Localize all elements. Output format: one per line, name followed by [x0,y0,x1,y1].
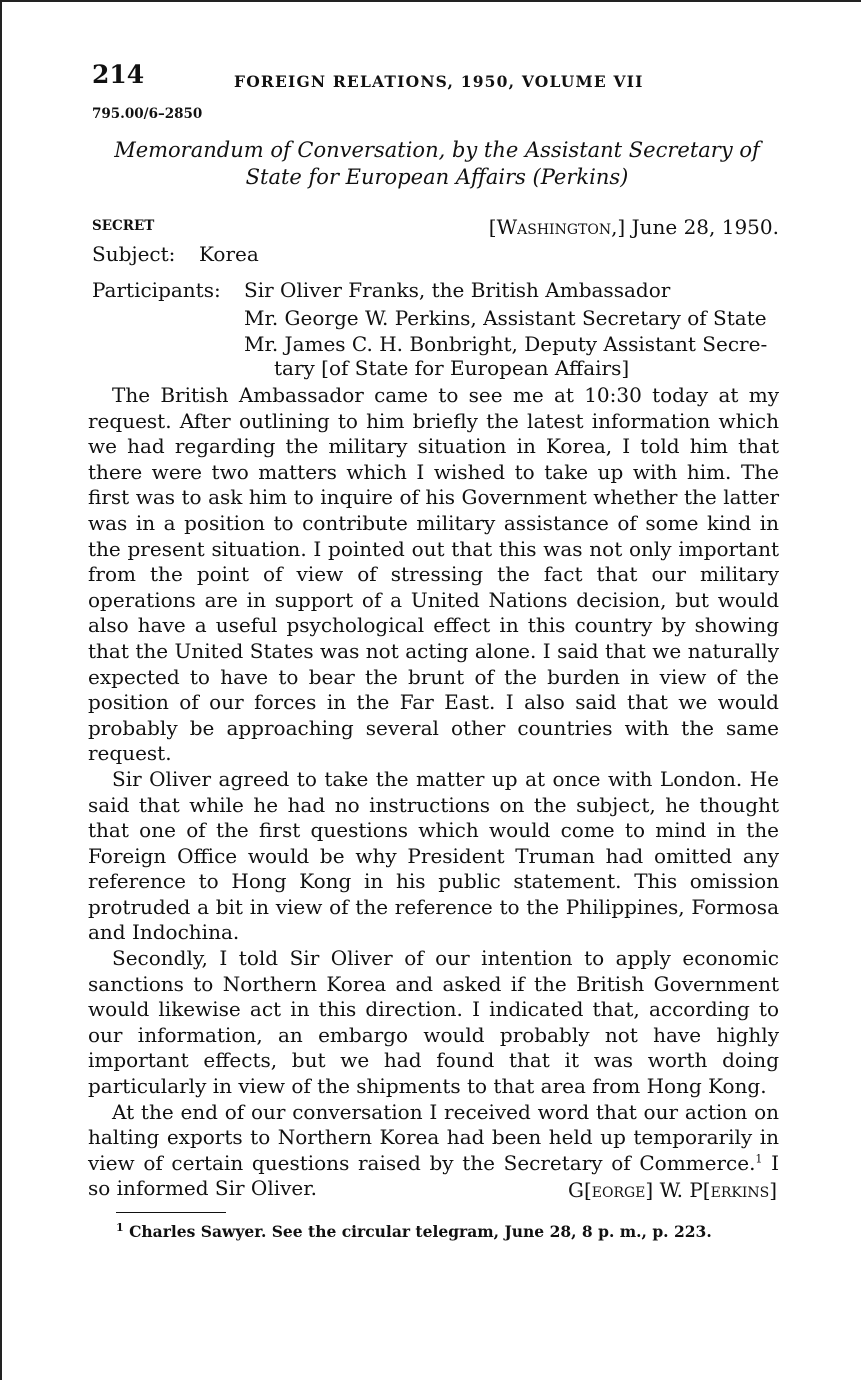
footnote-marker: 1 [116,1220,124,1234]
body-paragraph: Secondly, I told Sir Oliver of our intention to apply economic sanctions to Northern Korea and asked if the British Government would likewise act in this direction. I indicated that, according to our information, an embargo would probably not have highly important effects, but we had found that it was worth doing particularly in view of the shipments to that area from Hong Kong. [88,946,779,1099]
participant-item: Mr. George W. Perkins, Assistant Secretary of State [244,306,767,330]
running-title: FOREIGN RELATIONS, 1950, VOLUME VII [234,72,644,91]
subject-label: Subject: [92,242,176,266]
subject-value: Korea [199,242,259,266]
body-paragraph: Sir Oliver agreed to take the matter up at once with London. He said that while he had no instructions on the subject, he thought that one of the first questions which would come to mind in the Foreign Office would be why President Truman had omitted any reference to Hong Kong in his public statement. This omission protruded a bit in view of the reference to the Philippines, Formosa and Indochina. [88,766,779,945]
footnote-text: Charles Sawyer. See the circular telegram, June 28, 8 p. m., p. 223. [129,1222,712,1241]
classification-marking: SECRET [92,218,155,234]
page-header [92,60,782,94]
footnote-reference: 1 [755,1152,763,1166]
signature: G[eorge] W. P[erkins] [567,1178,777,1202]
footnote [116,1222,712,1241]
dateline [489,215,779,239]
document-title: Memorandum of Conversation, by the Assistant Secretary of State for European Affairs (Perkins) [114,138,760,189]
participant-item: tary [of State for European Affairs] [274,356,630,380]
participants-label: Participants: [92,278,221,302]
dateline-place: [Washington,] [488,215,626,239]
dateline-date: June 28, 1950. [631,215,779,239]
participant-item: Mr. James C. H. Bonbright, Deputy Assistant Secre- [244,332,768,356]
file-number: 795.00/6–2850 [92,106,203,122]
final-paragraph-ending: I so informed Sir Oliver. [88,1150,779,1201]
final-paragraph-text: At the end of our conversation I received word that our action on halting exports to Northern Korea had been held up temporarily in view of certain questions raised by the Secretary of Commerce. [88,1099,779,1175]
body-paragraph: The British Ambassador came to see me at 10:30 today at my request. After outlining to him briefly the latest information which we had regarding the military situation in Korea, I told him that there were two matters which I wished to take up with him. The first was to ask him to inquire of his Government whether the latter was in a position to contribute military assistance of some kind in the present situation. I pointed out that this was not only important from the point of view of stressing the fact that our military operations are in support of a United Nations decision, but would also have a useful psychological effect in this country by showing that the United States was not acting alone. I said that we naturally expected to have to bear the brunt of the burden in view of the position of our forces in the Far East. I also said that we would probably be approaching several other countries with the same request. [88,383,779,766]
memorandum-body [88,383,779,1202]
participant-item: Sir Oliver Franks, the British Ambassador [244,278,671,302]
page-number: 214 [92,60,145,89]
footnote-divider [116,1212,226,1213]
